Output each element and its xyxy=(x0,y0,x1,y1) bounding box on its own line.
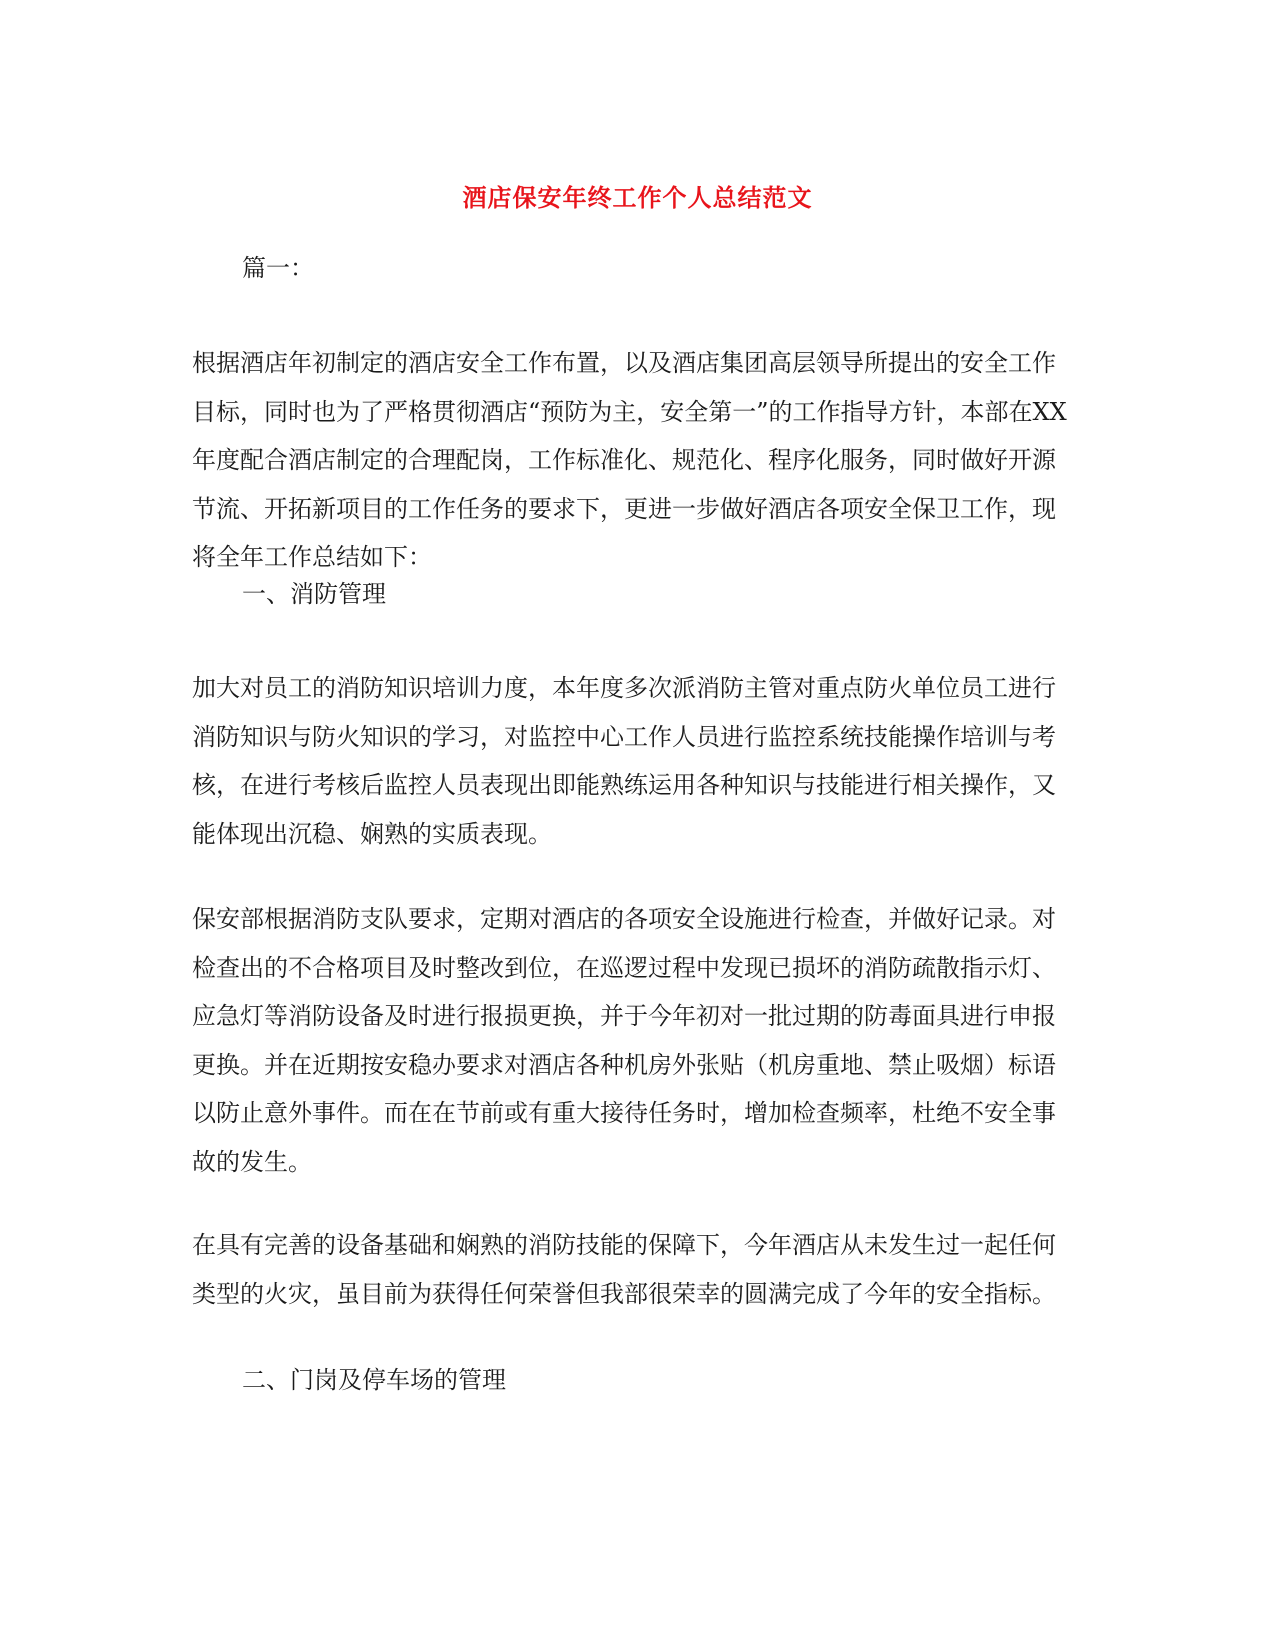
section-heading-fire-management: 一、消防管理 xyxy=(242,580,386,608)
paragraph-fire-results: 在具有完善的设备基础和娴熟的消防技能的保障下，今年酒店从未发生过一起任何类型的火灾，虽目前为获得任何荣誉但我部很荣幸的圆满完成了今年的安全指标。 xyxy=(192,1231,1056,1308)
section-heading-gate-parking: 二、门岗及停车场的管理 xyxy=(242,1366,506,1394)
paragraph-intro: 根据酒店年初制定的酒店安全工作布置，以及酒店集团高层领导所提出的安全工作目标，同时也为了严格贯彻酒店“预防为主，安全第一”的工作指导方针，本部在XX年度配合酒店制定的合理配岗，工作标准化、规范化、程序化服务，同时做好开源节流、开拓新项目的工作任务的要求下，更进一步做好酒店各项安全保卫工作，现将全年工作总结如下： xyxy=(192,349,1067,571)
document-title: 酒店保安年终工作个人总结范文 xyxy=(462,183,813,213)
paragraph-fire-inspection: 保安部根据消防支队要求，定期对酒店的各项安全设施进行检查，并做好记录。对检查出的不合格项目及时整改到位，在巡逻过程中发现已损坏的消防疏散指示灯、应急灯等消防设备及时进行报损更换，并于今年初对一批过期的防毒面具进行申报更换。并在近期按安稳办要求对酒店各种机房外张贴（机房重地、禁止吸烟）标语以防止意外事件。而在在节前或有重大接待任务时，增加检查频率，杜绝不安全事故的发生。 xyxy=(192,905,1056,1176)
paragraph-fire-training: 加大对员工的消防知识培训力度，本年度多次派消防主管对重点防火单位员工进行消防知识与防火知识的学习，对监控中心工作人员进行监控系统技能操作培训与考核，在进行考核后监控人员表现出即能熟练运用各种知识与技能进行相关操作，又能体现出沉稳、娴熟的实质表现。 xyxy=(192,674,1056,848)
part-label: 篇一： xyxy=(242,254,314,282)
